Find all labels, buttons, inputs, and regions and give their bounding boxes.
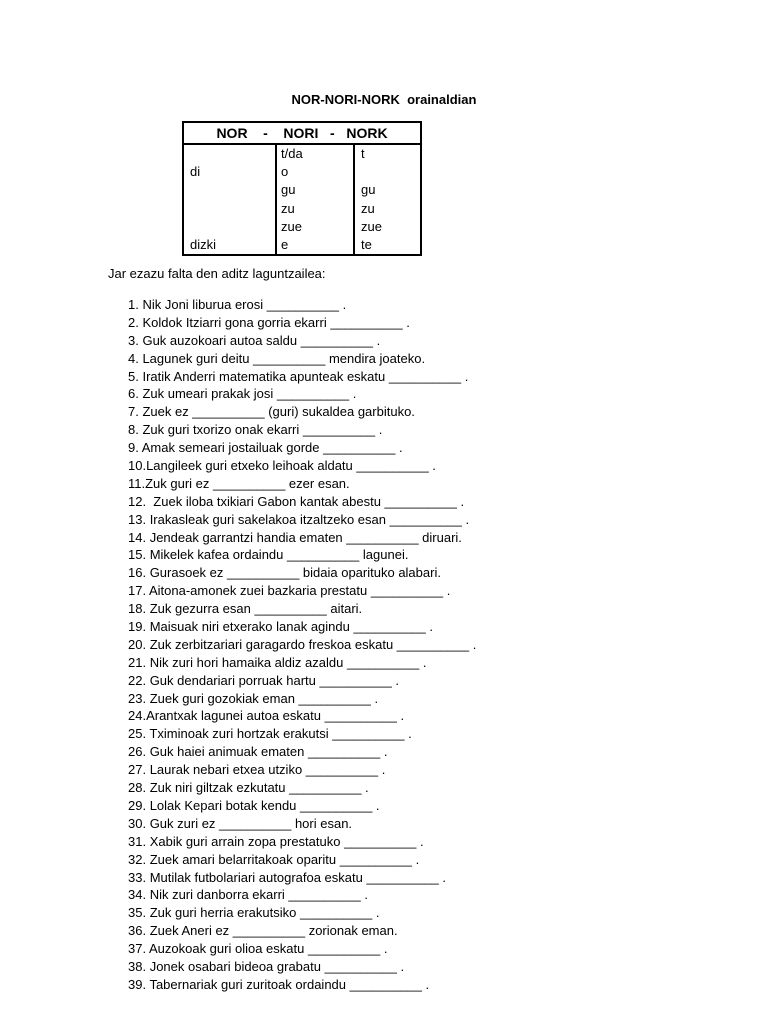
nori-cell: gu: [281, 182, 296, 198]
exercise-number: 22.: [128, 672, 147, 688]
exercise-number: 16.: [128, 565, 147, 581]
nori-cell: zue: [281, 218, 302, 234]
exercise-item: [128, 421, 476, 439]
nor-cell: [190, 218, 275, 236]
exercise-number: 8.: [128, 422, 139, 438]
exercise-sentence: Zuek ez __________ (guri) sukaldea garbituko.: [138, 404, 415, 420]
exercise-sentence: Nik zuri danborra ekarri __________ .: [146, 887, 368, 903]
exercise-number: 5.: [128, 368, 139, 384]
exercise-item: [128, 600, 476, 618]
exercise-item: [128, 439, 476, 457]
exercise-sentence: Guk zuri ez __________ hori esan.: [146, 815, 353, 831]
exercise-sentence: Zuk gezurra esan __________ aitari.: [146, 601, 363, 617]
nor-cell: di: [190, 164, 201, 180]
exercise-sentence: Zuk umeari prakak josi __________ .: [138, 386, 357, 402]
exercise-number: 7.: [128, 404, 139, 420]
nor-cell: [190, 145, 275, 163]
exercise-item: [128, 815, 476, 833]
nori-cell: t/da: [281, 146, 303, 161]
exercise-item: [128, 636, 476, 654]
exercise-item: [128, 833, 476, 851]
exercise-sentence: Laurak nebari etxea utziko __________ .: [146, 762, 386, 778]
exercise-sentence: Tximinoak zuri hortzak erakutsi __________ .: [146, 726, 412, 742]
exercise-item: [128, 725, 476, 743]
exercise-item: [128, 976, 476, 994]
exercise-item: [128, 314, 476, 332]
exercise-sentence: Tabernariak guri zuritoak ordaindu __________ .: [146, 976, 430, 992]
exercise-item: [128, 368, 476, 386]
exercise-number: 25.: [128, 726, 147, 742]
exercise-number: 12.: [128, 493, 147, 509]
exercise-item: [128, 707, 476, 725]
exercise-item: [128, 475, 476, 493]
exercise-number: 13.: [128, 511, 147, 527]
exercise-sentence: Lolak Kepari botak kendu __________ .: [146, 797, 380, 813]
exercise-number: 32.: [128, 851, 147, 867]
exercise-number: 26.: [128, 744, 147, 760]
exercise-item: [128, 385, 476, 403]
nork-cell: [361, 163, 420, 181]
exercise-number: 30.: [128, 815, 147, 831]
exercise-item: [128, 403, 476, 421]
exercise-number: 17.: [128, 583, 147, 599]
nori-cell: zu: [281, 200, 295, 216]
exercise-sentence: Zuek guri gozokiak eman __________ .: [146, 690, 379, 706]
exercise-sentence: Langileek guri etxeko leihoak aldatu __________ .: [146, 458, 436, 474]
exercise-sentence: Maisuak niri etxerako lanak agindu __________ .: [146, 619, 433, 635]
exercise-item: [128, 886, 476, 904]
exercise-sentence: Zuk zerbitzariari garagardo freskoa eskatu __________ .: [146, 636, 477, 652]
exercise-item: [128, 493, 476, 511]
nor-column: [183, 144, 276, 255]
table-header: NOR - NORI - NORK: [183, 122, 421, 144]
nork-column: [354, 144, 421, 255]
instruction-text: Jar ezazu falta den aditz laguntzailea:: [108, 266, 326, 281]
exercise-number: 20.: [128, 636, 147, 652]
exercise-number: 31.: [128, 833, 147, 849]
exercise-item: [128, 350, 476, 368]
exercise-item: [128, 743, 476, 761]
exercise-item: [128, 690, 476, 708]
exercise-sentence: Iratik Anderri matematika apunteak eskatu __________ .: [138, 368, 469, 384]
exercise-item: [128, 582, 476, 600]
exercise-item: [128, 511, 476, 529]
exercise-number: 14.: [128, 529, 147, 545]
exercise-number: 4.: [128, 350, 139, 366]
exercise-number: 18.: [128, 601, 147, 617]
exercise-number: 34.: [128, 887, 147, 903]
nori-cell: o: [281, 164, 289, 180]
exercise-sentence: Xabik guri arrain zopa prestatuko __________ .: [146, 833, 424, 849]
exercise-item: [128, 869, 476, 887]
exercise-sentence: Irakasleak guri sakelakoa itzaltzeko esan __________ .: [146, 511, 470, 527]
exercise-list: [128, 296, 476, 994]
exercise-number: 24.: [128, 708, 147, 724]
exercise-number: 10.: [128, 458, 147, 474]
nork-cell: zu: [361, 200, 375, 216]
exercise-item: [128, 761, 476, 779]
exercise-number: 6.: [128, 386, 139, 402]
exercise-sentence: Lagunek guri deitu __________ mendira joateko.: [138, 350, 426, 366]
verb-paradigm-table: [182, 121, 422, 256]
exercise-item: [128, 296, 476, 314]
nork-cell: te: [361, 236, 372, 252]
exercise-sentence: Gurasoek ez __________ bidaia oparituko alabari.: [146, 565, 441, 581]
exercise-number: 23.: [128, 690, 147, 706]
nork-cell: t: [361, 146, 365, 161]
exercise-number: 27.: [128, 762, 147, 778]
exercise-sentence: Zuk guri herria erakutsiko __________ .: [146, 905, 380, 921]
exercise-sentence: Guk haiei animuak ematen __________ .: [146, 744, 388, 760]
exercise-sentence: Zuek amari belarritakoak oparitu __________ .: [146, 851, 420, 867]
exercise-sentence: Jonek osabari bideoa grabatu __________ .: [146, 958, 405, 974]
exercise-number: 33.: [128, 869, 147, 885]
nor-cell: [190, 200, 275, 218]
exercise-item: [128, 851, 476, 869]
nork-cell: gu: [361, 182, 376, 198]
exercise-sentence: Nik zuri hori hamaika aldiz azaldu __________ .: [146, 654, 427, 670]
exercise-number: 36.: [128, 923, 147, 939]
worksheet-title: NOR-NORI-NORK orainaldian: [291, 92, 477, 107]
exercise-sentence: Zuek Aneri ez __________ zorionak eman.: [146, 923, 398, 939]
exercise-item: [128, 618, 476, 636]
exercise-number: 1.: [128, 297, 139, 312]
exercise-number: 15.: [128, 547, 147, 563]
nori-column: [276, 144, 354, 255]
exercise-item: [128, 672, 476, 690]
exercise-item: [128, 564, 476, 582]
exercise-item: [128, 529, 476, 547]
exercise-number: 3.: [128, 332, 139, 348]
nork-cell: zue: [361, 218, 382, 234]
exercise-sentence: Mikelek kafea ordaindu __________ lagunei.: [146, 547, 409, 563]
exercise-item: [128, 779, 476, 797]
exercise-sentence: Amak semeari jostailuak gorde __________ .: [138, 440, 403, 456]
exercise-number: 9.: [128, 440, 139, 456]
exercise-item: [128, 654, 476, 672]
exercise-item: [128, 904, 476, 922]
exercise-number: 19.: [128, 619, 147, 635]
exercise-sentence: Arantxak lagunei autoa eskatu __________ .: [146, 708, 405, 724]
exercise-sentence: Zuek iloba txikiari Gabon kantak abestu __________ .: [146, 493, 465, 509]
exercise-item: [128, 922, 476, 940]
exercise-item: [128, 940, 476, 958]
exercise-number: 37.: [128, 941, 147, 957]
exercise-item: [128, 958, 476, 976]
exercise-number: 39.: [128, 976, 147, 992]
nor-cell: [190, 181, 275, 199]
exercise-number: 28.: [128, 780, 147, 796]
exercise-sentence: Zuk guri txorizo onak ekarri __________ .: [138, 422, 383, 438]
exercise-number: 2.: [128, 314, 139, 330]
exercise-number: 29.: [128, 797, 147, 813]
exercise-sentence: Zuk guri ez __________ ezer esan.: [145, 475, 350, 491]
exercise-sentence: Nik Joni liburua erosi __________ .: [138, 297, 347, 312]
exercise-sentence: Zuk niri giltzak ezkutatu __________ .: [146, 780, 369, 796]
exercise-sentence: Guk auzokoari autoa saldu __________ .: [138, 332, 381, 348]
nori-cell: e: [281, 236, 289, 252]
exercise-sentence: Koldok Itziarri gona gorria ekarri __________ .: [138, 314, 410, 330]
exercise-sentence: Auzokoak guri olioa eskatu __________ .: [146, 941, 388, 957]
exercise-sentence: Jendeak garrantzi handia ematen __________ diruari.: [146, 529, 462, 545]
exercise-item: [128, 332, 476, 350]
exercise-sentence: Aitona-amonek zuei bazkaria prestatu __________ .: [146, 583, 451, 599]
exercise-number: 11.: [128, 475, 146, 491]
exercise-number: 21.: [128, 654, 147, 670]
exercise-item: [128, 546, 476, 564]
exercise-number: 35.: [128, 905, 147, 921]
exercise-sentence: Guk dendariari porruak hartu __________ .: [146, 672, 400, 688]
exercise-sentence: Mutilak futbolariari autografoa eskatu __________ .: [146, 869, 446, 885]
exercise-item: [128, 797, 476, 815]
nor-cell: dizki: [190, 236, 217, 252]
exercise-item: [128, 457, 476, 475]
exercise-number: 38.: [128, 958, 147, 974]
